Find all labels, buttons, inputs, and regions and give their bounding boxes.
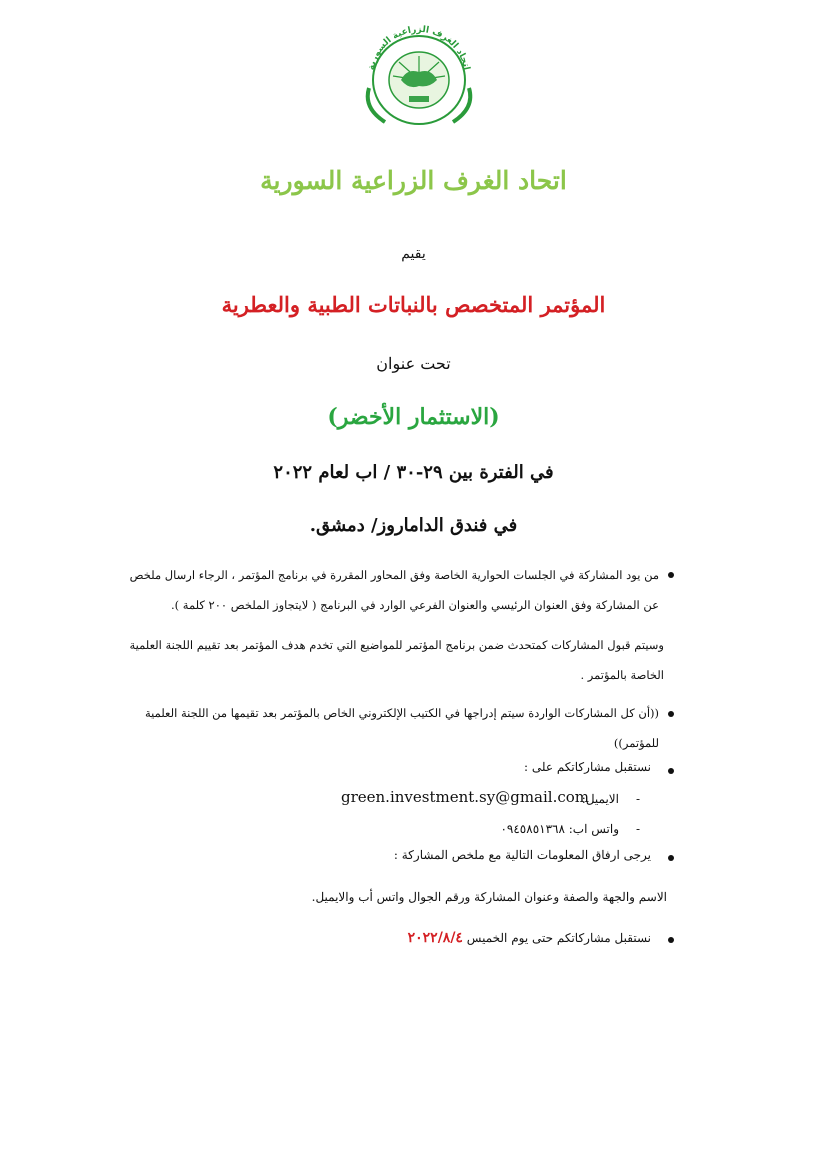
- contact-intro: نستقبل مشاركاتكم على :: [524, 760, 651, 774]
- deadline-text: نستقبل مشاركاتكم حتى يوم الخميس: [466, 931, 651, 945]
- deadline-date: ٢٠٢٢/٨/٤: [407, 930, 463, 946]
- bullet-icon: [668, 572, 674, 578]
- email-label: الايميل:: [581, 792, 619, 806]
- conference-date: في الفترة بين ٢٩-٣٠ / اب لعام ٢٠٢٢: [273, 462, 554, 483]
- deadline-line: [408, 930, 651, 946]
- conference-theme: (الاستثمار الأخضر): [327, 404, 500, 430]
- bullet-icon: [668, 937, 674, 943]
- bullet-icon: [668, 711, 674, 717]
- organization-title: اتحاد الغرف الزراعية السورية: [260, 166, 567, 195]
- bullet-icon: [668, 768, 674, 774]
- bullet-icon: [668, 855, 674, 861]
- dash-marker: -: [636, 792, 641, 806]
- whatsapp-number: واتس اب: ٠٩٤٥٨٥١٣٦٨: [500, 822, 619, 836]
- organizes-label: يقيم: [401, 246, 426, 262]
- svg-text:اتحاد الغرف الزراعية السورية: اتحاد الغرف الزراعية السورية: [366, 24, 472, 72]
- under-title-label: تحت عنوان: [376, 354, 451, 373]
- union-logo: [355, 18, 483, 132]
- attach-intro: يرجى ارفاق المعلومات التالية مع ملخص المشاركة :: [393, 848, 651, 862]
- conference-title: المؤتمر المتخصص بالنباتات الطبية والعطرية: [221, 292, 606, 317]
- acceptance-paragraph: وسيتم قبول المشاركات كمتحدث ضمن برنامج المؤتمر للمواضيع التي تخدم هدف المؤتمر بعد تقييم اللجنة العلمية الخاصة بالمؤتمر .: [129, 638, 664, 682]
- participation-paragraph: من يود المشاركة في الجلسات الحوارية الخاصة وفق المحاور المقررة في برنامج المؤتمر ، الرجاء ارسال ملخص عن المشاركة وفق العنوان الرئيسي والعنوان الفرعي الوارد في البرنامج ( لايتجاوز الملخص ٢٠٠ كلمة ).: [129, 568, 659, 612]
- booklet-note-paragraph: ((أن كل المشاركات الواردة سيتم إدراجها في الكتيب الإلكتروني الخاص بالمؤتمر بعد تقيمها من اللجنة العلمية للمؤتمر)): [144, 706, 659, 750]
- dash-marker: -: [636, 822, 641, 836]
- attach-fields: الاسم والجهة والصفة وعنوان المشاركة ورقم الجوال واتس أب والايميل.: [311, 890, 667, 904]
- conference-venue: في فندق الداماروز/ دمشق.: [309, 515, 518, 536]
- email-address[interactable]: green.investment.sy@gmail.com: [341, 788, 590, 806]
